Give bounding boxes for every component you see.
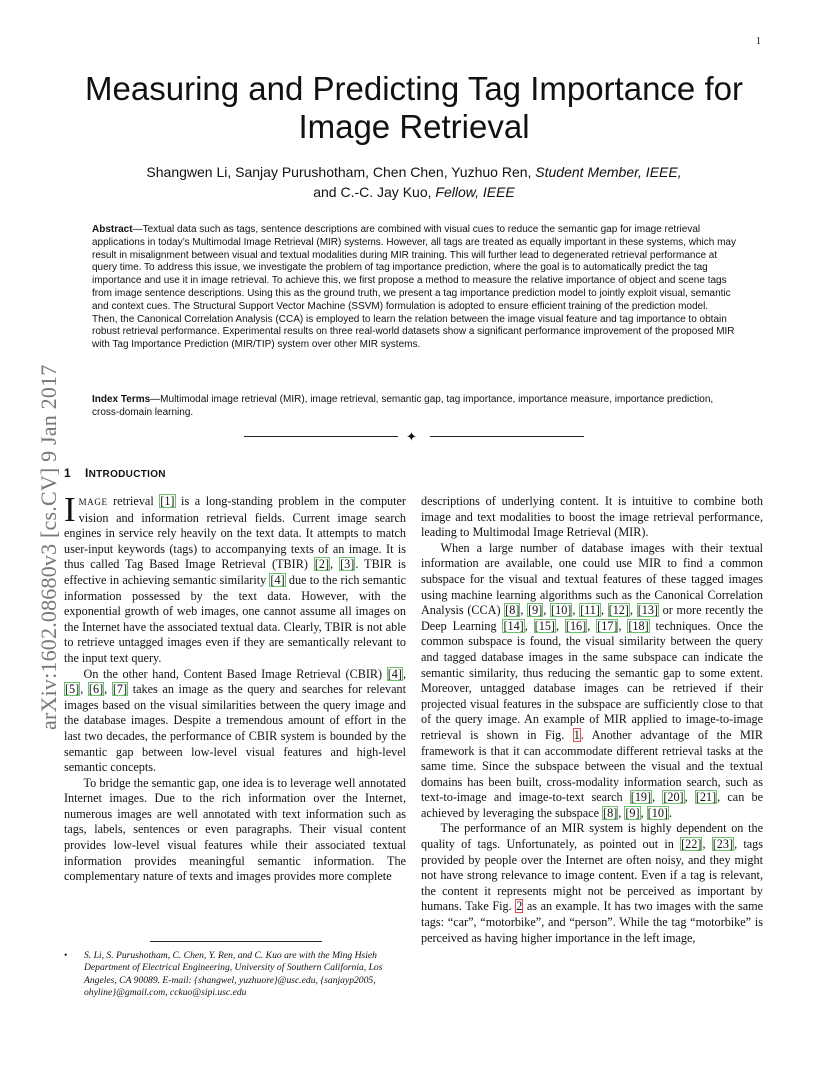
text-run: , xyxy=(80,682,88,697)
intro-paragraph-4 xyxy=(421,541,763,822)
citation-link[interactable]: [9] xyxy=(528,603,543,618)
citation-link[interactable]: [8] xyxy=(505,603,520,618)
citation-link[interactable]: [5] xyxy=(65,682,80,697)
text-run: , xyxy=(104,682,112,697)
text-run: , xyxy=(402,666,406,681)
citation-link[interactable]: [4] xyxy=(387,666,402,681)
citation-link[interactable]: [1] xyxy=(160,494,175,508)
citation-link[interactable]: [14] xyxy=(503,618,524,633)
citation-link[interactable]: [22] xyxy=(681,837,702,852)
section-separator xyxy=(244,431,584,443)
citation-link[interactable]: [12] xyxy=(608,603,629,618)
text-run: On the other hand, Content Based Image Retrieval (CBIR) xyxy=(83,666,387,681)
text-run: , xyxy=(572,603,580,618)
left-column xyxy=(64,490,407,885)
text-run: . xyxy=(668,805,673,820)
author-line-1 xyxy=(70,162,758,182)
text-run: , xyxy=(618,805,625,820)
citation-link[interactable]: [23] xyxy=(712,837,734,852)
text-run: . TBIR is effective in achieving semantic similarity xyxy=(64,557,407,587)
author-list xyxy=(70,162,758,202)
index-terms xyxy=(92,394,736,420)
citation-link[interactable]: [18] xyxy=(628,618,649,633)
section-heading xyxy=(64,466,166,480)
text-run: as an example. It has two images with the same tags: “car”, “motorbike”, and “person”. While the tag “motorbike” is perceived as having higher importance in the left image, xyxy=(421,899,763,945)
page-number: 1 xyxy=(756,36,761,47)
citation-link[interactable]: [17] xyxy=(597,618,618,633)
text-run: . Another advantage of the MIR framework is that it can accommodate different retrieval tasks at the same time. Since the subspace between the visual and the textual domains has been built, cross-modality information search, such as text-to-image and image-to-text search xyxy=(421,727,763,805)
author-names: and C.-C. Jay Kuo, xyxy=(313,184,432,200)
text-run: due to the rich semantic information possessed by the text data. However, with the exponential growth of web images, one cannot assume all images on the Internet have the associated textual data. Clearly, TBIR is not able to retrieve untagged images even if they are semantically relevant to the input text query. xyxy=(64,572,406,665)
figure-link[interactable]: 1 xyxy=(573,727,580,742)
separator-line-left xyxy=(244,436,398,437)
index-terms-text: —Multimodal image retrieval (MIR), image retrieval, semantic gap, tag importance, importance measure, importance prediction, cross-domain learning. xyxy=(92,394,714,418)
section-title-rest: NTRODUCTION xyxy=(88,469,166,480)
arxiv-identifier-stamp[interactable]: arXiv:1602.08680v3 [cs.CV] 9 Jan 2017 xyxy=(36,364,61,730)
citation-link[interactable]: [19] xyxy=(630,790,652,805)
author-affiliation-footnote xyxy=(64,950,406,1000)
citation-link[interactable]: [21] xyxy=(695,790,717,805)
text-run: takes an image as the query and searches for relevant images based on the visual similarities between the query image and the database images. Despite a tremendous amount of effort in the last two decades, the performance of CBIR system is bounded by the semantic gap between low-level visual features and high-level semantic concepts. xyxy=(64,682,407,775)
text-run: , xyxy=(702,837,712,852)
text-run: , xyxy=(524,618,534,633)
citation-link[interactable]: [7] xyxy=(112,682,128,697)
text-run: The performance of an MIR system is highly dependent on the quality of tags. Unfortunately, as pointed out in xyxy=(421,821,763,852)
text-run: , xyxy=(618,618,628,633)
intro-paragraph-3: To bridge the semantic gap, one idea is to leverage well annotated Internet images. Due to the rich information over the Internet, numerous images are well annotated with text information such as tags, labels, sentences or even paragraphs. Their visual content provides low-level visual features while their associated textual information provides meaningful semantic information. The complementary nature of texts and images provides more complete xyxy=(64,775,406,884)
text-run: or more recently the Deep Learning xyxy=(421,603,763,633)
intro-paragraph-5 xyxy=(421,821,763,946)
text-run: , xyxy=(629,603,637,618)
citation-link[interactable]: [11] xyxy=(580,603,600,618)
abstract-label: Abstract xyxy=(92,224,133,235)
footnote-rule xyxy=(150,941,322,942)
index-terms-label: Index Terms xyxy=(92,394,151,405)
smallcaps-lead: MAGE xyxy=(78,497,108,507)
citation-link[interactable]: [16] xyxy=(565,618,587,633)
citation-link[interactable]: [3] xyxy=(340,557,355,572)
text-run: , xyxy=(587,618,597,633)
figure-link[interactable]: 2 xyxy=(516,899,523,914)
text-run: , xyxy=(600,603,608,618)
author-line-2 xyxy=(70,182,758,202)
bullet-icon: • xyxy=(64,950,68,961)
intro-paragraph-2 xyxy=(64,667,406,776)
citation-link[interactable]: [2] xyxy=(314,557,330,572)
citation-link[interactable]: [8] xyxy=(603,805,618,820)
text-run: , xyxy=(543,603,551,618)
right-column xyxy=(421,494,763,946)
footnote-text: S. Li, S. Purushotham, C. Chen, Y. Ren, and C. Kuo are with the Ming Hsieh Department of Electrical Engineering, University of Southern California, Los Angeles, CA 90089. E-mail: {shangwel, yuzhuore}@usc.edu, {sanjayp2005, ohyline}@gmail.com, cckuo@sipi.usc.edu xyxy=(84,950,383,999)
abstract-text: —Textual data such as tags, sentence descriptions are combined with visual cues to reduce the semantic gap for image retrieval applications in today’s Multimodal Image Retrieval (MIR) systems. However, all tags are treated as equally important in these systems, which may result in misalignment between visual and textual modalities during MIR training. This will further lead to degenerated retrieval performance at query time. To address this issue, we investigate the problem of tag importance prediction, where the goal is to automatically predict the tag importance and use it in image retrieval. To achieve this, we first propose a method to measure the relative importance of object and scene tags from image sentence descriptions. Using this as the ground truth, we present a tag importance prediction model to jointly exploit visual, semantic and context cues. The Structural Support Vector Machine (SSVM) formulation is adopted to ensure efficient training of the prediction model. Then, the Canonical Correlation Analysis (CCA) is employed to learn the relation between the image visual feature and tag importance to obtain robust retrieval performance. Experimental results on three real-world datasets show a significant performance improvement of the proposed MIR with Tag Importance Prediction (MIR/TIP) system over other MIR systems. xyxy=(92,224,736,351)
intro-paragraph-1 xyxy=(64,490,407,667)
text-run: , xyxy=(330,557,340,572)
section-title-initial: I xyxy=(84,466,89,480)
citation-link[interactable]: [6] xyxy=(88,682,104,697)
text-run: , xyxy=(652,790,663,805)
paper-title: Measuring and Predicting Tag Importance for Image Retrieval xyxy=(85,70,743,145)
intro-paragraph-3-continued: descriptions of underlying content. It is intuitive to combine both image and text modalities to boost the image retrieval performance, leading to Multimodal Image Retrieval (MIR). xyxy=(421,494,763,540)
citation-link[interactable]: [9] xyxy=(625,805,640,820)
four-point-star-icon: ✦ xyxy=(406,429,417,444)
citation-link[interactable]: [20] xyxy=(663,790,684,805)
text-run: , xyxy=(684,790,695,805)
text-run: , xyxy=(520,603,528,618)
text-run: , xyxy=(555,618,565,633)
text-run: , tags provided by people over the Internet are often noisy, and they might not have strong relevance to image content. Even if a tag is relevant, the content it represents might not be perceived as important by humans. Take Fig. xyxy=(421,837,763,914)
text-run: When a large number of database images with their textual information are available, one could use MIR to find a common subspace for the visual and textual features of these tagged images using machine learning algorithms such as the Canonical Correlation Analysis (CCA) xyxy=(421,540,763,618)
text-run: techniques. Once the common subspace is found, the visual similarity between the query and tagged database images in the same subspace can indicate the semantic similarity, thus reducing the semantic gap to some extent. Moreover, untagged database images can be retrieved if their projected visual features in the subspace are sufficiently close to that of the query image. An example of MIR applied to image-to-image retrieval is shown in Fig. xyxy=(421,618,764,742)
author-membership: Fellow, IEEE xyxy=(435,184,515,200)
text-run: , can be achieved by leveraging the subspace xyxy=(421,790,764,820)
author-membership: Student Member, IEEE, xyxy=(535,164,682,180)
citation-link[interactable]: [10] xyxy=(647,805,668,820)
abstract xyxy=(92,224,736,352)
text-run: is a long-standing problem in the computer vision and information retrieval fields. Current image search engines in service rely heavily on the text data. It attempts to match user-input keywords (tags) to accompanying texts of an image. It is thus called Tag Based Image Retrieval (TBIR) xyxy=(64,494,406,572)
citation-link[interactable]: [10] xyxy=(551,603,572,618)
separator-line-right xyxy=(430,436,584,437)
drop-cap: I xyxy=(64,490,76,529)
author-names: Shangwen Li, Sanjay Purushotham, Chen Chen, Yuzhuo Ren, xyxy=(146,164,532,180)
citation-link[interactable]: [13] xyxy=(637,603,658,618)
text-run: retrieval xyxy=(107,494,160,508)
section-number: 1 xyxy=(64,466,71,480)
citation-link[interactable]: [4] xyxy=(270,572,285,587)
text-run: , xyxy=(640,805,647,820)
citation-link[interactable]: [15] xyxy=(534,618,555,633)
